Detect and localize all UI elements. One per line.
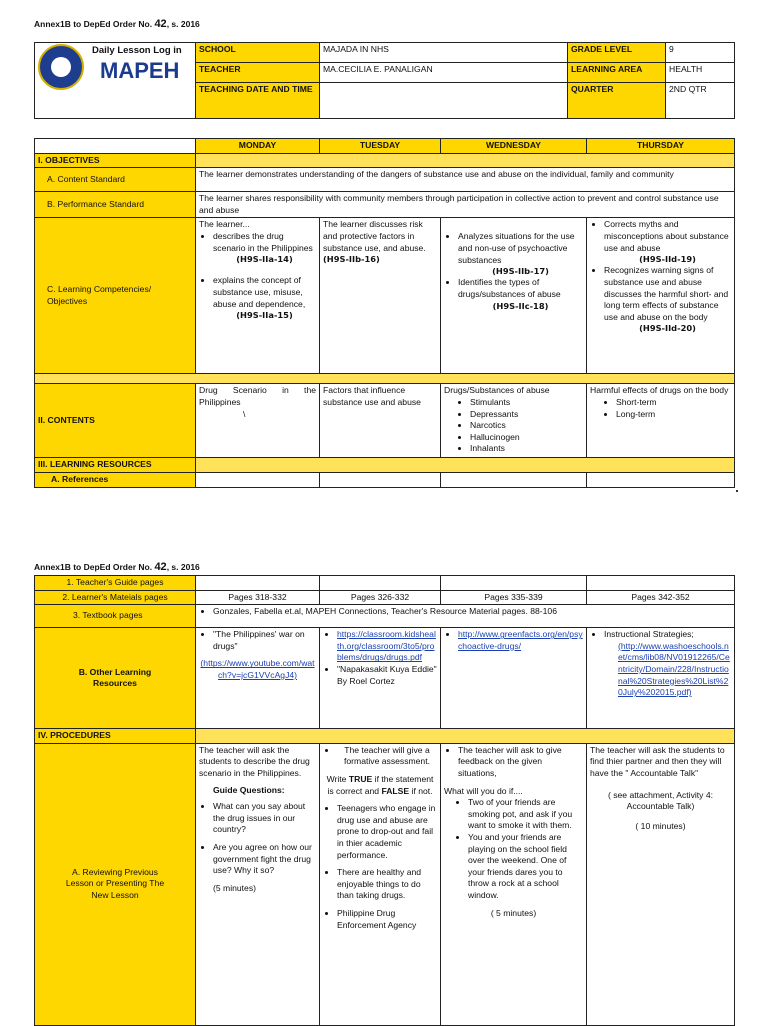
tue-resource-link[interactable]: https://classroom.kidshealth.org/classroom/3to5/problems/drugs/drugs.pdf — [337, 629, 436, 663]
competencies-monday — [196, 218, 320, 374]
school-label: SCHOOL — [196, 43, 320, 63]
wed-content: Drugs/Substances of abuse — [444, 385, 550, 396]
teacher-label: TEACHER — [196, 63, 320, 83]
mon-comp-2: • explains the concept of substance use, misuse, abuse and dependence, (H9S-IIa-15) — [213, 275, 316, 321]
thu-resource-link[interactable]: (http://www.washoeschools.net/cms/lib08/NV01912265/Centricity/Domain/228/Instructional%20Strategies%20List%20July%202015.pdf) — [618, 640, 730, 698]
thu-comp-1: • Corrects myths and misconceptions about substance use and abuse (H9S-IId-19) — [604, 219, 731, 265]
lesson-table-1 — [34, 138, 735, 488]
contents-tuesday: Factors that influence substance use and abuse — [320, 384, 441, 458]
contents-heading: II. CONTENTS — [35, 384, 196, 458]
annex-prefix: Annex1B to DepEd Order No. — [34, 562, 155, 572]
mon-question: • What can you say about the drug issues in our country? — [213, 801, 316, 836]
mon-content-2: \ — [243, 408, 246, 419]
annex-number: 42 — [154, 561, 167, 573]
date-value — [320, 83, 568, 119]
wed-item: • Two of your friends are smoking pot, and ask if you want to smoke it with them. — [468, 797, 583, 832]
date-label: TEACHING DATE AND TIME — [196, 83, 320, 119]
quarter-value: 2ND QTR — [666, 83, 735, 119]
teacher-value: MA.CECILIA E. PANALIGAN — [320, 63, 568, 83]
area-label: LEARNING AREA — [568, 63, 666, 83]
procedures-monday — [196, 743, 320, 1025]
mon-code-2: (H9S-IIa-15) — [236, 310, 293, 321]
lm-pages-monday: Pages 318-332 — [196, 590, 320, 605]
thu-time: ( 10 minutes) — [635, 820, 686, 831]
wed-time: ( 5 minutes) — [490, 907, 537, 918]
tb-cell — [196, 605, 735, 628]
wed-question: What will you do if.... — [444, 785, 523, 796]
mon-guide-questions: Guide Questions: — [213, 784, 285, 795]
mon-content: Drug Scenario in the Philippines — [199, 385, 316, 407]
thu-content-item: • Long-term — [616, 409, 731, 421]
procedures-heading: IV. PROCEDURES — [35, 729, 196, 744]
mon-time: (5 minutes) — [213, 882, 256, 893]
lm-label: 2. Learner's Mateials pages — [35, 590, 196, 605]
annex-suffix: , s. 2016 — [166, 19, 200, 29]
reviewing-label: A. Reviewing Previous Lesson or Presenting The New Lesson — [35, 743, 196, 1025]
wed-comp-1: • Analyzes situations for the use and non-use of psychoactive substances (H9S-IIb-17) — [458, 231, 583, 277]
lm-pages-thursday: Pages 342-352 — [587, 590, 735, 605]
performance-standard-text: The learner shares responsibility with community members through participation in collective action to prevent and control substance use and abuse — [196, 192, 735, 218]
resources-wednesday — [441, 628, 587, 729]
thu-proc-text: The teacher will ask the students to find thier partner and then they will have the " Accountable Talk" — [590, 744, 725, 778]
wed-proc-text: • The teacher will ask to give feedback on the given situations, — [458, 745, 583, 780]
resources-monday — [196, 628, 320, 729]
lesson-table-2 — [34, 575, 735, 1026]
dll-title: Daily Lesson Log in — [92, 45, 182, 56]
annex-prefix: Annex1B to DepEd Order No. — [34, 19, 155, 29]
day-tuesday: TUESDAY — [320, 139, 441, 154]
thu-comp-2: • Recognizes warning signs of substance use and abuse discusses the harmful short- and long term effects of substance use and abuse on the body (H9S-IId-20) — [604, 265, 731, 334]
performance-standard-label: B. Performance Standard — [35, 192, 196, 218]
tue-item: • Teenagers who engage in drug use and abuse are prone to drop-out and fail in thier academic performance. — [337, 803, 437, 861]
tue-code: (H9S-IIb-16) — [323, 254, 380, 265]
resources-heading: III. LEARNING RESOURCES — [35, 458, 196, 473]
procedures-wednesday — [441, 743, 587, 1025]
grade-value: 9 — [666, 43, 735, 63]
mon-question: • Are you agree on how our government fight the drug use? Why it so? — [213, 842, 316, 877]
thu-content: Harmful effects of drugs on the body — [590, 385, 729, 396]
annex-suffix: , s. 2016 — [166, 562, 200, 572]
wed-content-item: • Depressants — [470, 409, 583, 421]
thu-resource-title: • Instructional Strategies; — [604, 629, 731, 641]
wed-code-2: (H9S-IIc-18) — [492, 300, 549, 311]
competencies-thursday — [587, 218, 735, 374]
school-value: MAJADA IN NHS — [320, 43, 568, 63]
lm-pages-wednesday: Pages 335-339 — [441, 590, 587, 605]
quarter-label: QUARTER — [568, 83, 666, 119]
tue-proc-text: • The teacher will give a formative assessment. — [337, 745, 437, 768]
contents-monday — [196, 384, 320, 458]
mon-proc-text: The teacher will ask the students to describe the drug scenario in the Philippines. — [199, 744, 310, 778]
annex-header — [34, 18, 200, 30]
tue-item: • There are healthy and enjoyable things to do than taking drugs. — [337, 867, 437, 902]
mon-intro: The learner... — [199, 219, 250, 230]
contents-thursday — [587, 384, 735, 458]
wed-content-item: • Stimulants — [470, 397, 583, 409]
content-standard-label: A. Content Standard — [35, 168, 196, 192]
resources-thursday — [587, 628, 735, 729]
day-monday: MONDAY — [196, 139, 320, 154]
content-standard-text: The learner demonstrates understanding of the dangers of substance use and abuse on the individual, family and community — [196, 168, 735, 192]
thu-attachment: ( see attachment, Activity 4: Accountable Talk) — [607, 789, 714, 812]
contents-wednesday — [441, 384, 587, 458]
thu-code-2: (H9S-IId-20) — [639, 323, 696, 334]
wed-content-item: • Inhalants — [470, 443, 583, 455]
deped-seal-icon — [38, 44, 84, 90]
competencies-tuesday — [320, 218, 441, 374]
day-wednesday: WEDNESDAY — [441, 139, 587, 154]
day-thursday: THURSDAY — [587, 139, 735, 154]
annex-header-2 — [34, 561, 200, 573]
tue-item: • Philippine Drug Enforcement Agency — [337, 908, 437, 931]
mon-resource-link[interactable]: (https://www.youtube.com/watch?v=jcG1VVcAgJ4) — [200, 658, 315, 680]
objectives-heading: I. OBJECTIVES — [35, 153, 196, 168]
competencies-wednesday — [441, 218, 587, 374]
mon-code-1: (H9S-IIa-14) — [236, 254, 293, 265]
wed-content-item: • Narcotics — [470, 420, 583, 432]
thu-content-item: • Short-term — [616, 397, 731, 409]
mon-comp-1: • describes the drug scenario in the Philippines (H9S-IIa-14) — [213, 231, 316, 265]
tue-resource-song: • "Napakasakit Kuya Eddie" By Roel Cortez — [337, 664, 437, 687]
tb-text: • Gonzales, Fabella et.al, MAPEH Connections, Teacher's Resource Material pages. 88-106 — [213, 606, 731, 618]
procedures-tuesday — [320, 743, 441, 1025]
wed-comp-2: • Identifies the types of drugs/substances of abuse (H9S-IIc-18) — [458, 277, 583, 311]
wed-item: • You and your friends are playing on the school field over the weekend. One of your friends dares you to throw a rock at a school window. — [468, 832, 583, 902]
mon-resource-title: • "The Philippines' war on drugs" — [213, 629, 316, 652]
other-resources-label: B. Other Learning Resources — [35, 628, 196, 729]
wed-resource-link[interactable]: http://www.greenfacts.org/en/psychoactive-drugs/ — [458, 629, 583, 651]
procedures-thursday — [587, 743, 735, 1025]
tue-instructions: Write TRUE if the statement is correct and FALSE if not. — [326, 773, 434, 796]
thu-code-1: (H9S-IId-19) — [639, 254, 696, 265]
grade-label: GRADE LEVEL — [568, 43, 666, 63]
lm-pages-tuesday: Pages 326-332 — [320, 590, 441, 605]
tg-label: 1. Teacher's Guide pages — [35, 576, 196, 591]
subject-title: MAPEH — [100, 58, 180, 83]
references-label: A. References — [35, 472, 196, 487]
wed-code-1: (H9S-IIb-17) — [492, 266, 549, 277]
area-value: HEALTH — [666, 63, 735, 83]
resources-tuesday — [320, 628, 441, 729]
tue-comp: The learner discusses risk and protective factors in substance use, and abuse. — [323, 219, 426, 253]
stray-dot — [736, 490, 738, 492]
competencies-label: C. Learning Competencies/ Objectives — [35, 218, 196, 374]
tb-label: 3. Textbook pages — [35, 605, 196, 628]
wed-content-item: • Hallucinogen — [470, 432, 583, 444]
annex-number: 42 — [154, 18, 167, 30]
